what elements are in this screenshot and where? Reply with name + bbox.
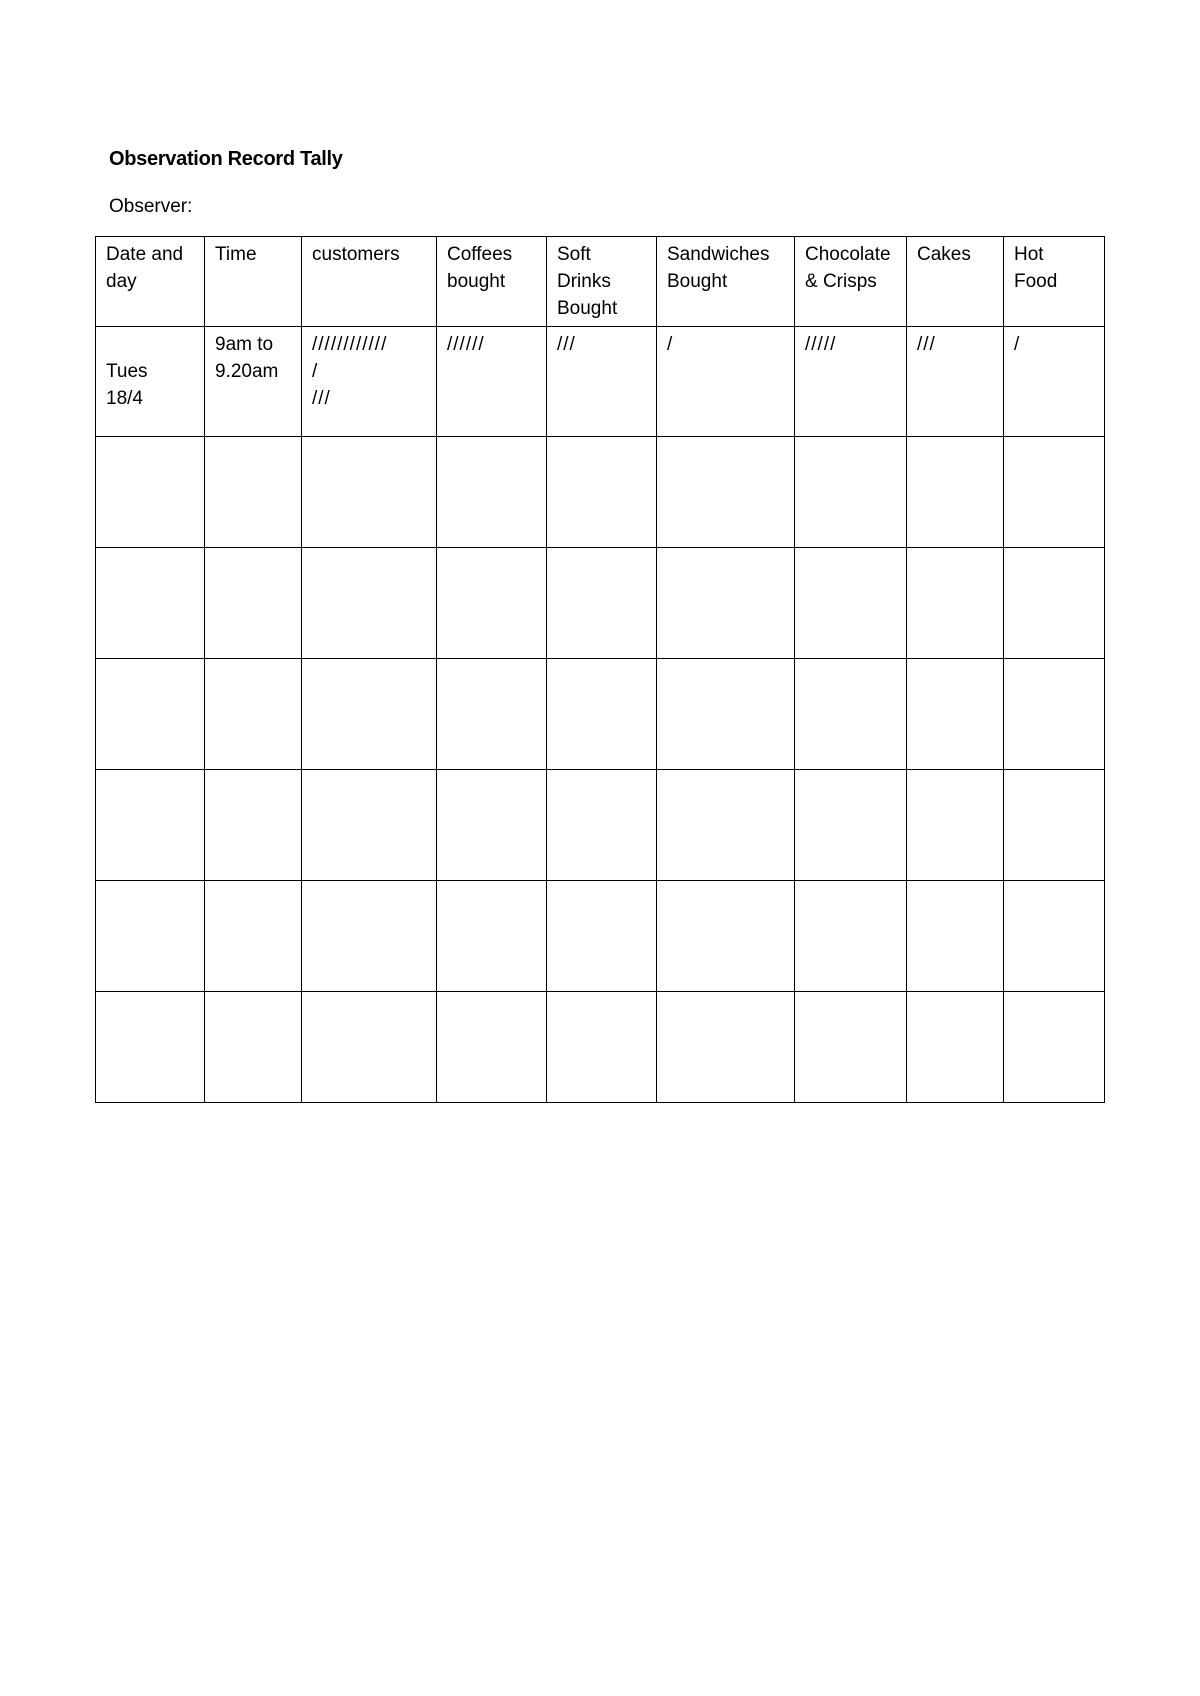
cell-customers-tally [302,327,437,437]
table-cell [907,659,1004,770]
table-cell [302,437,437,548]
table-cell [795,770,907,881]
header-cakes [907,237,1004,327]
tally-marks: / [667,334,674,355]
table-row [96,659,1105,770]
table-cell [1004,770,1105,881]
tally-marks: ////// [447,334,485,355]
header-coffees-bought [437,237,547,327]
table-row [96,770,1105,881]
table-cell [1004,659,1105,770]
table-cell [205,770,302,881]
table-row [96,548,1105,659]
tally-marks: / [312,361,319,382]
table-cell [547,992,657,1103]
header-line: Bought [557,298,618,319]
header-sandwiches-bought [657,237,795,327]
cell-soft-drinks-tally [547,327,657,437]
observer-label: Observer: [109,196,193,217]
table-body [96,327,1105,1103]
header-line: bought [447,271,506,292]
header-line: day [106,271,137,292]
table-cell [907,770,1004,881]
table-row [96,992,1105,1103]
tally-marks: / [1014,334,1021,355]
table-cell [302,548,437,659]
header-line: Time [215,244,257,265]
cell-cakes-tally [907,327,1004,437]
table-cell [205,992,302,1103]
table-cell [437,992,547,1103]
header-time [205,237,302,327]
cell-sandwiches-tally [657,327,795,437]
header-line: Coffees [447,244,513,265]
table-cell [96,992,205,1103]
header-hot-food [1004,237,1105,327]
cell-line: Tues [106,361,148,382]
table-cell [795,881,907,992]
table-row [96,327,1105,437]
tally-marks: /// [917,334,936,355]
table-cell [1004,437,1105,548]
table-cell [657,992,795,1103]
header-line: Chocolate [805,244,891,265]
table-cell [205,659,302,770]
table-cell [547,659,657,770]
table-cell [907,437,1004,548]
table-cell [302,770,437,881]
table-cell [907,881,1004,992]
header-line: Sandwiches [667,244,770,265]
header-soft-drinks-bought [547,237,657,327]
table-cell [657,881,795,992]
table-cell [547,548,657,659]
cell-time [205,327,302,437]
cell-date [96,327,205,437]
table-cell [302,992,437,1103]
header-line: Drinks [557,271,611,292]
table-cell [795,548,907,659]
table-cell [657,659,795,770]
table-cell [205,881,302,992]
header-line: customers [312,244,400,265]
header-line: & Crisps [805,271,877,292]
tally-marks: /// [557,334,576,355]
table-cell [437,548,547,659]
table-cell [96,548,205,659]
document-title: Observation Record Tally [109,148,343,170]
table-cell [795,659,907,770]
table-cell [1004,881,1105,992]
table-cell [205,548,302,659]
header-line: Cakes [917,244,971,265]
table-cell [907,992,1004,1103]
cell-coffees-tally [437,327,547,437]
cell-line: 18/4 [106,388,143,409]
table-cell [205,437,302,548]
table-cell [437,437,547,548]
header-customers [302,237,437,327]
table-cell [437,770,547,881]
table-cell [657,770,795,881]
table-cell [302,881,437,992]
table-cell [795,437,907,548]
table-cell [547,770,657,881]
table-cell [547,881,657,992]
cell-line: 9.20am [215,361,279,382]
table-cell [795,992,907,1103]
table-cell [96,659,205,770]
cell-line: 9am to [215,334,274,355]
tally-marks: /// [312,388,331,409]
table-cell [96,770,205,881]
table-cell [547,437,657,548]
tally-table [95,236,1105,1103]
cell-hot-food-tally [1004,327,1105,437]
table-cell [657,437,795,548]
table-cell [96,881,205,992]
cell-chocolate-crisps-tally [795,327,907,437]
table-cell [1004,548,1105,659]
tally-marks: //////////// [312,334,388,355]
header-line: Hot [1014,244,1044,265]
table-row [96,437,1105,548]
header-line: Bought [667,271,728,292]
table-cell [907,548,1004,659]
table-header-row [96,237,1105,327]
table-cell [96,437,205,548]
table-cell [657,548,795,659]
table-cell [437,659,547,770]
header-chocolate-crisps [795,237,907,327]
header-date-and-day [96,237,205,327]
header-line: Date and [106,244,184,265]
header-line: Food [1014,271,1058,292]
table-cell [302,659,437,770]
table-row [96,881,1105,992]
table-cell [437,881,547,992]
tally-marks: ///// [805,334,837,355]
table-cell [1004,992,1105,1103]
header-line: Soft [557,244,591,265]
